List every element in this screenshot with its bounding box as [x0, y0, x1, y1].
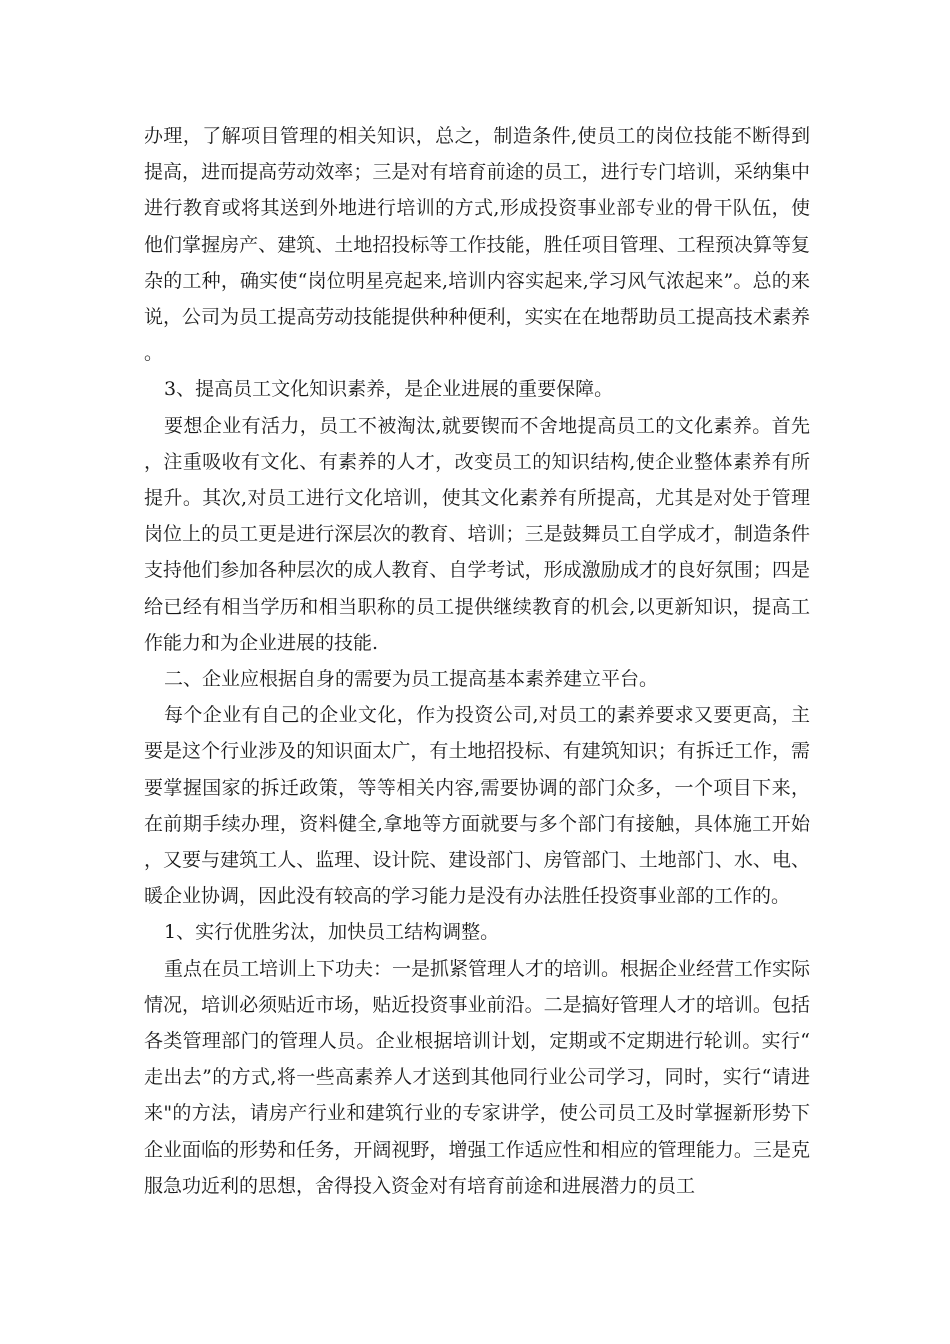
paragraph-4: 重点在员工培训上下功夫：一是抓紧管理人才的培训。根据企业经营工作实际情况，培训必须贴近市场，贴近投资事业前沿。二是搞好管理人才的培训。包括各类管理部门的管理人员。企业根据培训计划，定期或不定期进行轮训。实行“走出去”的方式,将一些高素养人才送到其他同行业公司学习，同时，实行“请进来"的方法，请房产行业和建筑行业的专家讲学，使公司员工及时掌握新形势下企业面临的形势和任务，开阔视野，增强工作适应性和相应的管理能力。三是克服急功近利的思想，舍得投入资金对有培育前途和进展潜力的员工 [144, 957, 811, 1197]
document-page [144, 118, 810, 1204]
paragraph-1: 办理，了解项目管理的相关知识，总之，制造条件,使员工的岗位技能不断得到提高，进而提高劳动效率；三是对有培育前途的员工，进行专门培训，采纳集中进行教育或将其送到外地进行培训的方式,形成投资事业部专业的骨干队伍，使他们掌握房产、建筑、土地招投标等工作技能，胜任项目管理、工程预决算等复杂的工种，确实使“岗位明星亮起来,培训内容实起来,学习风气浓起来”。总的来说，公司为员工提高劳动技能提供种种便利，实实在在地帮助员工提高技术素养。 [144, 125, 810, 365]
paragraph-3: 每个企业有自己的企业文化，作为投资公司,对员工的素养要求又要更高，主要是这个行业涉及的知识面太广，有土地招投标、有建筑知识；有拆迁工作，需要掌握国家的拆迁政策，等等相关内容,需要协调的部门众多，一个项目下来，在前期手续办理，资料健全,拿地等方面就要与多个部门有接触，具体施工开始，又要与建筑工人、监理、设计院、建设部门、房管部门、土地部门、水、电、暖企业协调，因此没有较高的学习能力是没有办法胜任投资事业部的工作的。 [144, 704, 810, 908]
section-heading-1: 1、实行优胜劣汰，加快员工结构调整。 [164, 921, 500, 944]
section-heading-3: 3、提高员工文化知识素养，是企业进展的重要保障。 [164, 378, 614, 401]
section-heading-two: 二、企业应根据自身的需要为员工提高基本素养建立平台。 [164, 668, 659, 691]
paragraph-2: 要想企业有活力，员工不被淘汰,就要锲而不舍地提高员工的文化素养。首先，注重吸收有文化、有素养的人才，改变员工的知识结构,使企业整体素养有所提升。其次,对员工进行文化培训，使其文化素养有所提高，尤其是对处于管理岗位上的员工更是进行深层次的教育、培训；三是鼓舞员工自学成才，制造条件支持他们参加各种层次的成人教育、自学考试，形成激励成才的良好氛围；四是给已经有相当学历和相当职称的员工提供继续教育的机会,以更新知识，提高工作能力和为企业进展的技能. [144, 414, 810, 654]
